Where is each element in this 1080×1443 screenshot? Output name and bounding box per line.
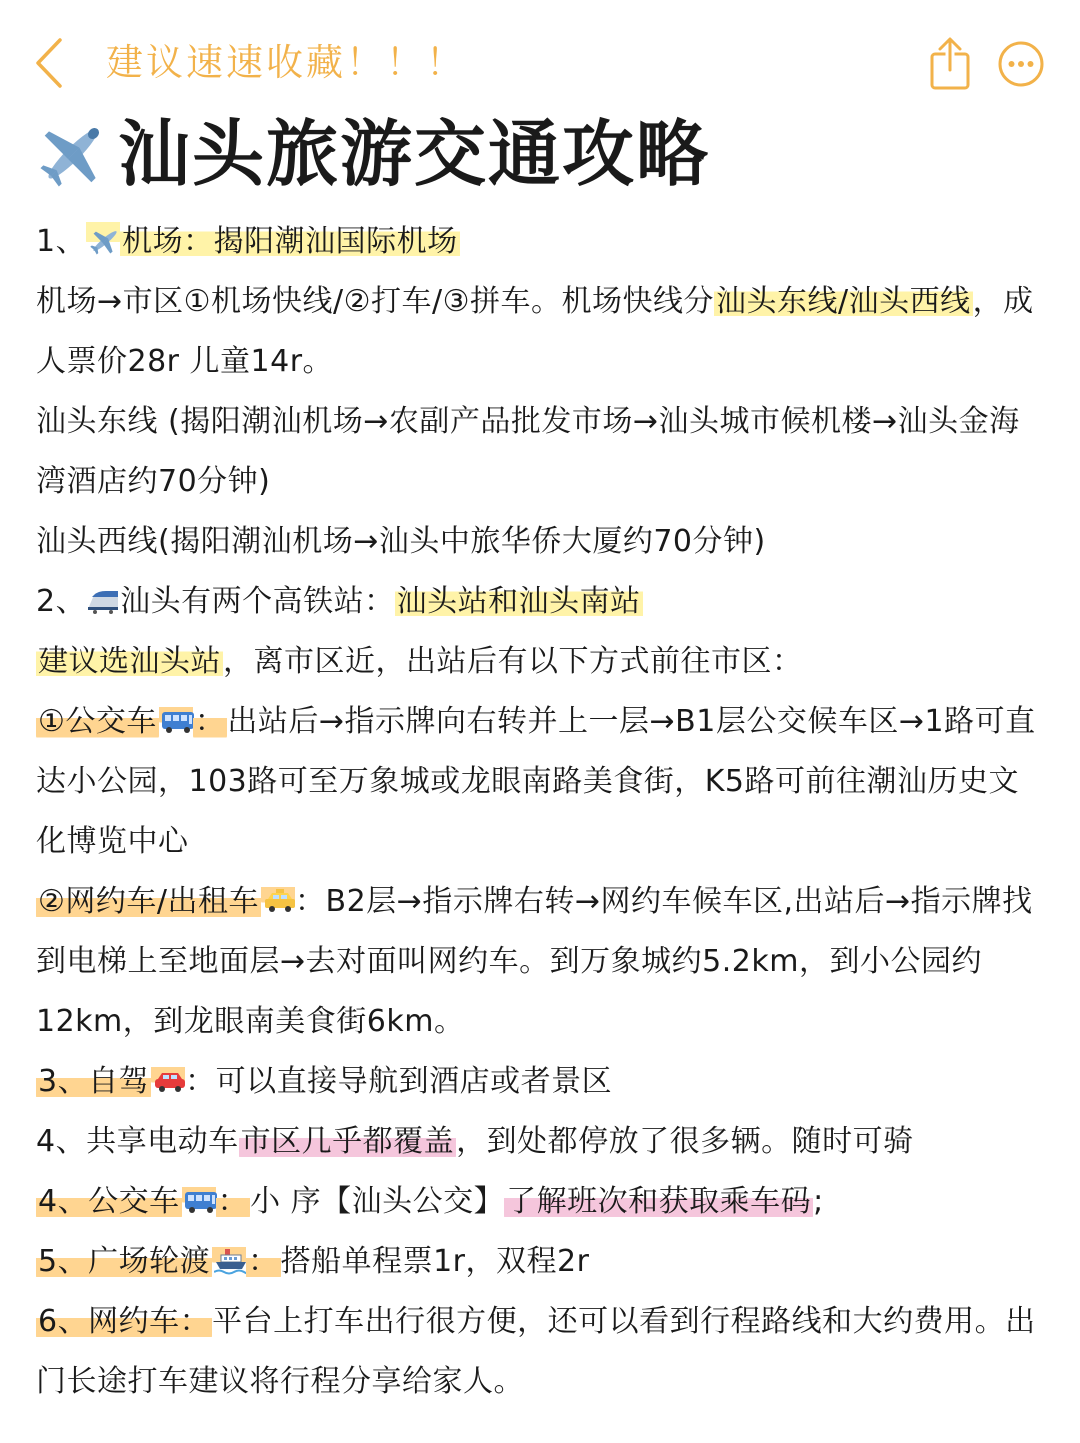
body-text: 2、 <box>36 584 87 619</box>
share-icon <box>928 36 972 92</box>
highlighted-text: 汕头站和汕头南站 <box>396 584 641 619</box>
body-text: 平台上打车出行很方便，还可以看到行程路线和大约费用。出门长途打车建议将行程分享给家人。 <box>36 1304 1036 1399</box>
train-icon <box>86 576 120 604</box>
bus-icon <box>182 1176 216 1204</box>
paragraph-p1 <box>36 212 1046 272</box>
body-text: 1、 <box>36 224 87 259</box>
airplane-icon <box>86 216 120 244</box>
body-text: 汕头东线 (揭阳潮汕机场→农副产品批发市场→汕头城市候机楼→汕头金海湾酒店约70分钟) <box>36 404 1020 499</box>
paragraph-p12 <box>36 1232 1046 1292</box>
body-text: 汕头西线(揭阳潮汕机场→汕头中旅华侨大厦约70分钟) <box>36 524 766 559</box>
paragraph-p9 <box>36 1052 1046 1112</box>
chevron-left-icon <box>30 36 70 90</box>
car-icon <box>151 1056 185 1084</box>
airplane-icon <box>32 113 114 195</box>
highlighted-text: 4、公交车 <box>38 1184 180 1219</box>
paragraph-p5 <box>36 572 1046 632</box>
more-options-icon <box>996 39 1046 89</box>
share-button[interactable] <box>928 36 972 92</box>
ferry-icon <box>212 1236 246 1264</box>
paragraph-p2 <box>36 272 1046 392</box>
highlighted-text: 市区几乎都覆盖 <box>240 1124 455 1159</box>
highlighted-text: 机场：揭阳潮汕国际机场 <box>122 224 458 259</box>
highlighted-text: 3、自驾 <box>38 1064 150 1099</box>
more-options-button[interactable] <box>996 39 1046 89</box>
body-text: ; <box>813 1184 824 1219</box>
body-text: ，成人票价28r 儿童14r。 <box>36 284 1034 379</box>
taxi-icon <box>261 876 295 904</box>
paragraph-p7 <box>36 692 1046 872</box>
paragraph-p8 <box>36 872 1046 1052</box>
highlighted-text: ： <box>248 1244 279 1279</box>
paragraph-p10 <box>36 1112 1046 1172</box>
bus-icon <box>159 696 193 724</box>
body-text: 小 序【汕头公交】 <box>250 1184 505 1219</box>
paragraph-p13 <box>36 1292 1046 1412</box>
body-text: ，离市区近，出站后有以下方式前往市区： <box>223 644 803 679</box>
title-text: 汕头旅游交通攻略 <box>118 112 711 196</box>
nav-title: 建议速速收藏！！！ <box>106 41 466 84</box>
body-text: 搭船单程票1r，双程2r <box>280 1244 590 1279</box>
paragraph-p3 <box>36 392 1046 512</box>
top-navigation-bar <box>0 0 1080 118</box>
body-text: 出站后→指示牌向右转并上一层→B1层公交候车区→1路可直达小公园，103路可至万象城或龙眼南路美食街，K5路可前往潮汕历史文化博览中心 <box>36 704 1036 859</box>
body-text: 4、共享电动车 <box>36 1124 239 1159</box>
body-text: 汕头有两个高铁站： <box>120 584 395 619</box>
highlighted-text: ： <box>194 704 226 739</box>
body-text: ：可以直接导航到酒店或者景区 <box>185 1064 613 1099</box>
highlighted-text: 了解班次和获取乘车码 <box>506 1184 812 1219</box>
highlighted-text: 6、网约车： <box>38 1304 211 1339</box>
highlighted-text: 汕头东线/汕头西线 <box>716 284 971 319</box>
paragraph-p11 <box>36 1172 1046 1232</box>
paragraph-p4 <box>36 512 1046 572</box>
article-body <box>36 212 1046 1412</box>
article-title <box>32 110 710 198</box>
highlighted-text: 建议选汕头站 <box>38 644 221 679</box>
body-text: ：B2层→指示牌右转→网约车候车区,出站后→指示牌找到电梯上至地面层→去对面叫网约车。到万象城约5.2km，到小公园约12km，到龙眼南美食街6km。 <box>36 884 1033 1039</box>
back-button[interactable] <box>30 36 70 90</box>
paragraph-p6 <box>36 632 1046 692</box>
highlighted-text: 5、广场轮渡 <box>38 1244 211 1279</box>
body-text: 机场→市区①机场快线/②打车/③拼车。机场快线分 <box>36 284 715 319</box>
highlighted-text: ②网约车/出租车 <box>38 884 260 919</box>
highlighted-text: ： <box>217 1184 249 1219</box>
highlighted-text: ①公交车 <box>38 704 157 739</box>
body-text: ，到处都停放了很多辆。随时可骑 <box>456 1124 914 1159</box>
